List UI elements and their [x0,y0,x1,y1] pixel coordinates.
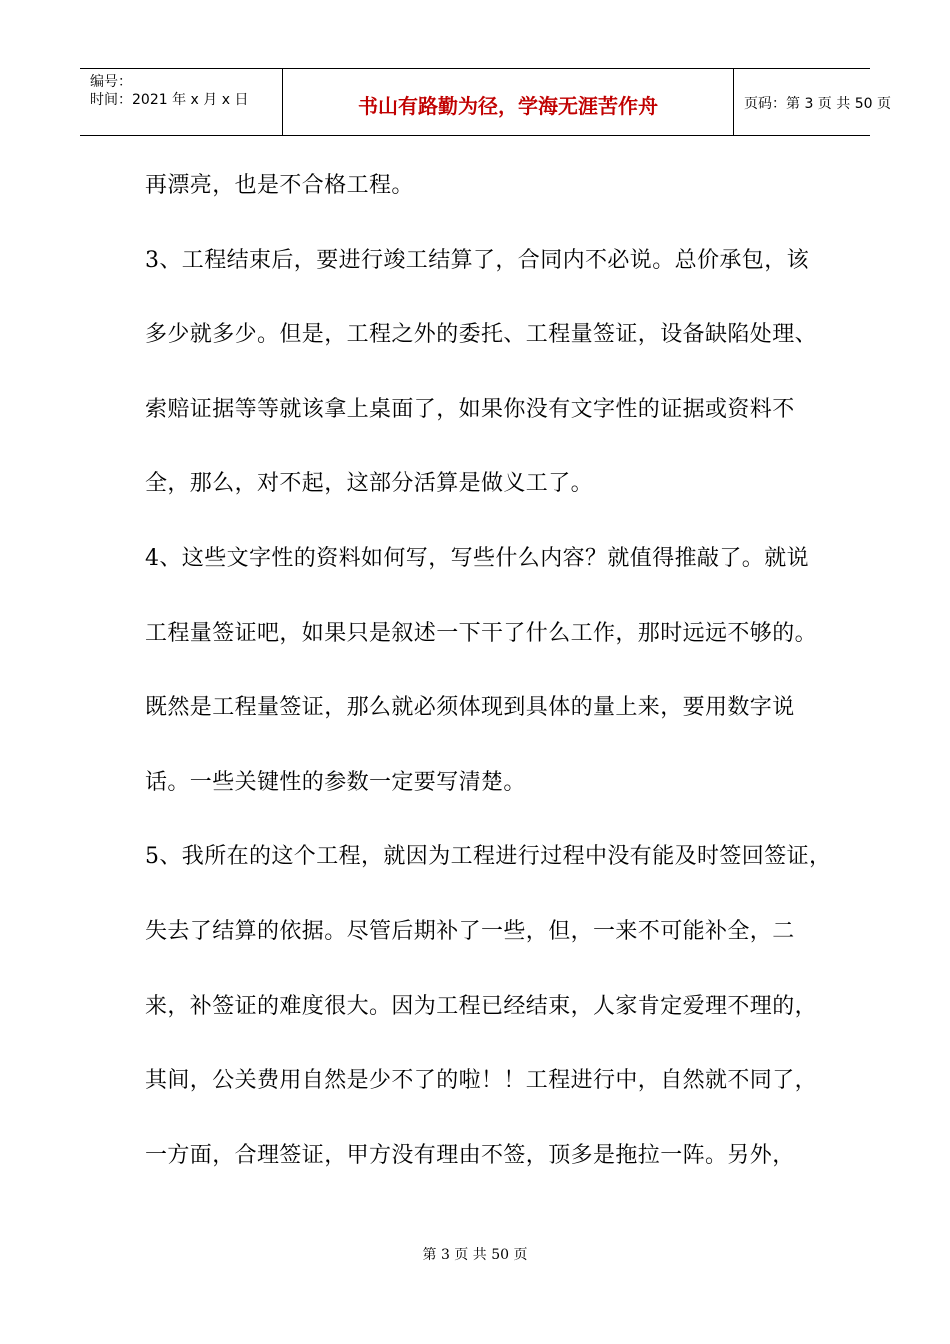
body-line: 一方面，合理签证，甲方没有理由不签，顶多是拖拉一阵。另外， [145,1142,795,1168]
document-time-label: 时间：2021 年 x 月 x 日 [90,92,249,108]
header-motto: 书山有路勤为径，学海无涯苦作舟 [358,94,658,118]
body-line: 4、这些文字性的资料如何写，写些什么内容？就值得推敲了。就说 [145,545,809,571]
document-number-label: 编号： [90,74,132,90]
header-middle-cell [282,69,734,135]
body-line: 索赔证据等等就该拿上桌面了，如果你没有文字性的证据或资料不 [145,396,795,422]
body-line: 多少就多少。但是，工程之外的委托、工程量签证，设备缺陷处理、 [145,322,818,348]
body-line: 5、我所在的这个工程，就因为工程进行过程中没有能及时签回签证， [145,844,832,870]
body-line: 失去了结算的依据。尽管后期补了一些，但，一来不可能补全，二 [145,918,795,944]
body-line: 其间，公关费用自然是少不了的啦！！工程进行中，自然就不同了， [145,1068,818,1094]
body-line: 来，补签证的难度很大。因为工程已经结束，人家肯定爱理不理的， [145,993,818,1019]
header-right-cell [734,69,891,135]
header-left-cell [80,69,282,135]
body-line: 全，那么，对不起，这部分活算是做义工了。 [145,471,594,497]
body-line: 再漂亮，也是不合格工程。 [145,173,414,198]
page-footer: 第 3 页 共 50 页 [422,1247,528,1263]
header-page-info: 页码：第 3 页 共 50 页 [744,96,891,112]
body-line: 既然是工程量签证，那么就必须体现到具体的量上来，要用数字说 [145,695,795,721]
body-line: 话。一些关键性的参数一定要写清楚。 [145,769,526,795]
body-text [145,160,832,1204]
body-line: 工程量签证吧，如果只是叙述一下干了什么工作，那时远远不够的。 [145,620,818,646]
page-header-table [80,68,891,136]
body-line: 3、工程结束后，要进行竣工结算了，合同内不必说。总价承包，该 [145,247,809,273]
